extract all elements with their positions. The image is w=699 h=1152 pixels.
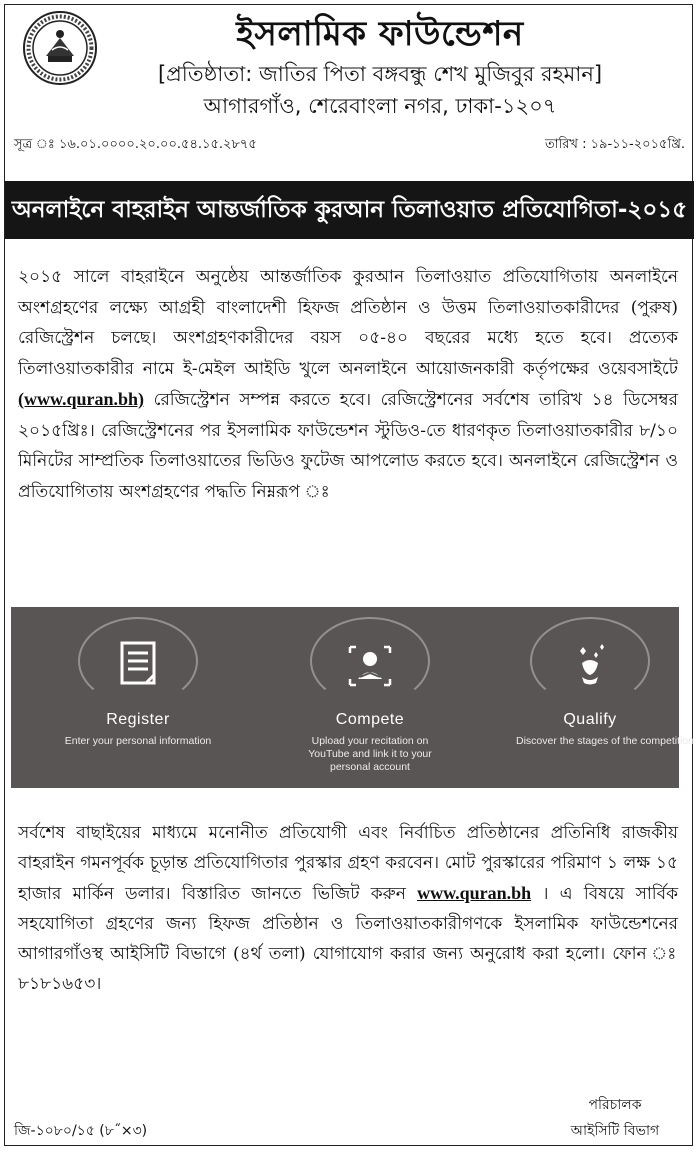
- issue-date: তারিখ : ১৯-১১-২০১৫খ্রি.: [545, 137, 685, 152]
- step-description: Upload your recitation on YouTube and link it to your personal account: [308, 735, 432, 773]
- registration-steps-graphic: [11, 607, 694, 788]
- document-icon: [108, 637, 168, 691]
- organization-name: ইসলামিক ফাউন্ডেশন: [236, 14, 524, 54]
- notice-paragraph-2: [18, 818, 678, 999]
- step-register: [33, 617, 243, 788]
- quran-website-link-2[interactable]: www.quran.bh: [417, 883, 532, 903]
- notice-paragraph-1: [18, 262, 678, 507]
- notice-title-banner: [5, 181, 694, 239]
- organization-address: আগারগাঁও, শেরেবাংলা নগর, ঢাকা-১২০৭: [203, 94, 557, 118]
- paragraph-1-text-a: ২০১৫ সালে বাহরাইনে অনুষ্ঠেয় আন্তর্জাতিক কুরআন তিলাওয়াত প্রতিযোগিতায় অনলাইনে অংশগ্রহণের লক্ষ্যে আগ্রহী বাংলাদেশী হিফজ প্রতিষ্ঠান ও উত্তম তিলাওয়াতকারীদের (পুরুষ) রেজিস্ট্রেশন চলছে। অংশগ্রহণকারীদের বয়স ০৫-৪০ বছরের মধ্যে হতে হবে। প্রত্যেক তিলাওয়াতকারীর নামে ই-মেইল আইডি খুলে অনলাইনে আয়োজনকারী কর্তৃপক্ষের ওয়েবসাইটে: [18, 267, 678, 379]
- paragraph-1-text-b: রেজিস্ট্রেশন সম্পন্ন করতে হবে। রেজিস্ট্রেশনের সর্বশেষ তারিখ ১৪ ডিসেম্বর ২০১৫খ্রিঃ। রেজিস্ট্রেশনের পর ইসলামিক ফাউন্ডেশন স্টুডিও-তে ধারণকৃত তিলাওয়াতকারীর ৮/১০ মিনিটের সাম্প্রতিক তিলাওয়াতের ভিডিও ফুটেজ আপলোড করতে হবে। অনলাইনে রেজিস্ট্রেশন ও প্রতিযোগিতায় অংশগ্রহণের পদ্ধতি নিম্নরূপ ঃ: [18, 390, 678, 502]
- step-qualify: [485, 617, 695, 788]
- reference-number: সূত্র ঃ ১৬.০১.০০০০.২০.০০.৫৪.১৫.২৮৭৫: [14, 137, 257, 152]
- islamic-foundation-logo: [22, 10, 98, 86]
- reciter-icon: [340, 637, 400, 691]
- paragraph-2-text-b: । এ বিষয়ে সার্বিক সহযোগিতা গ্রহণের জন্য হিফজ প্রতিষ্ঠান ও তিলাওয়াতকারীগণকে ইসলামিক ফাউন্ডেশনের আগারগাঁওস্থ আইসিটি বিভাগে (৪র্থ তলা) যোগাযোগ করার জন্য অনুরোধ করা হলো। ফোন ঃ ৮১৮১৬৫৩।: [18, 884, 678, 994]
- step-compete: [265, 617, 475, 788]
- notice-title: অনলাইনে বাহরাইন আন্তর্জাতিক কুরআন তিলাওয়াত প্রতিযোগিতা-২০১৫: [11, 196, 688, 223]
- signatory-role: পরিচালক: [588, 1097, 642, 1113]
- step-title: Compete: [335, 711, 405, 728]
- step-description: Discover the stages of the competition: [515, 735, 694, 747]
- quran-website-link[interactable]: (www.quran.bh): [18, 389, 145, 409]
- paragraph-2-text-a: সর্বশেষ বাছাইয়ের মাধ্যমে মনোনীত প্রতিযোগী এবং নির্বাচিত প্রতিষ্ঠানের প্রতিনিধি রাজকীয় বাহরাইন গমনপূর্বক চূড়ান্ত প্রতিযোগিতার পুরস্কার গ্রহণ করবেন। মোট পুরস্কারের পরিমাণ ১ লক্ষ ১৫ হাজার মার্কিন ডলার। বিস্তারিত জানতে ভিজিট করুন: [18, 823, 678, 904]
- founder-line: [প্রতিষ্ঠাতা: জাতির পিতা বঙ্গবন্ধু শেখ মুজিবুর রহমান]: [157, 62, 603, 86]
- step-title: Register: [106, 711, 170, 728]
- advertisement-code: জি-১০৮০/১৫ (৮˝×৩): [14, 1123, 148, 1139]
- trophy-icon: [560, 637, 620, 691]
- signatory-department: আইসিটি বিভাগ: [570, 1123, 660, 1139]
- step-description: Enter your personal information: [64, 735, 212, 747]
- step-title: Qualify: [563, 711, 617, 728]
